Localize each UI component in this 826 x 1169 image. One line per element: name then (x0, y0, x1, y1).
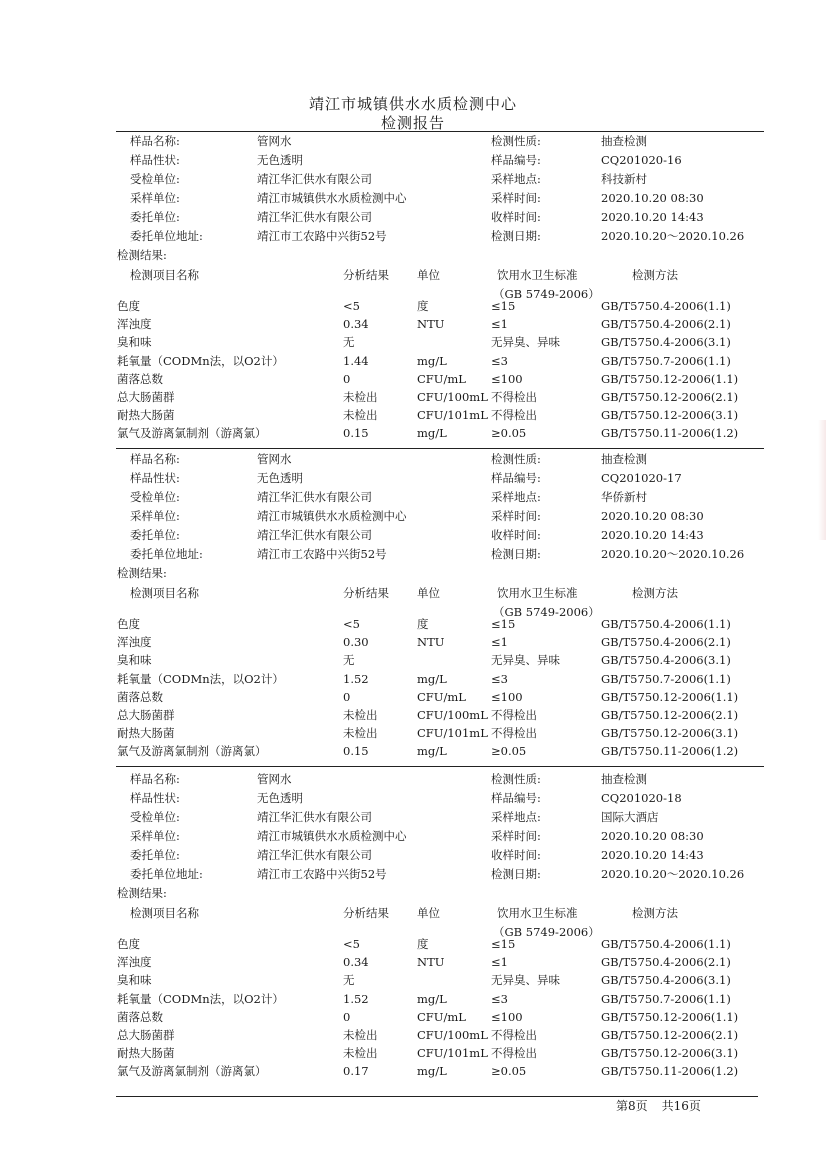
unit-value: CFU/100mL (417, 1028, 488, 1042)
table-row (0, 633, 826, 651)
result-value: <5 (343, 937, 360, 951)
method-value: GB/T5750.12-2006(2.1) (601, 390, 739, 404)
standard-value: ≤15 (491, 299, 516, 313)
item-name: 浑浊度 (117, 955, 152, 969)
col-result-header: 分析结果 (343, 268, 389, 282)
result-value: 0.15 (343, 426, 369, 440)
item-name: 耗氧量（CODMn法，以O2计） (117, 992, 284, 1006)
item-name: 总大肠菌群 (117, 708, 175, 722)
col-unit-header: 单位 (417, 268, 440, 282)
sampling-time-value: 2020.10.20 08:30 (601, 191, 704, 205)
divider (116, 766, 764, 767)
method-value: GB/T5750.12-2006(3.1) (601, 726, 739, 740)
item-name: 菌落总数 (117, 690, 163, 704)
item-name: 浑浊度 (117, 635, 152, 649)
results-label-row (0, 246, 826, 264)
unit-value: mg/L (417, 354, 447, 368)
client-unit-value: 靖江华汇供水有限公司 (257, 848, 372, 862)
col-method-header: 检测方法 (632, 906, 678, 920)
results-label: 检测结果: (117, 248, 167, 262)
col-method-header: 检测方法 (632, 586, 678, 600)
standard-value: ≤3 (491, 354, 508, 368)
item-name: 总大肠菌群 (117, 1028, 175, 1042)
sample-info-row (0, 132, 826, 150)
sample-no-value: CQ201020-18 (601, 791, 682, 805)
sample-info-row (0, 208, 826, 226)
table-row (0, 406, 826, 424)
unit-value: 度 (417, 617, 429, 631)
table-row (0, 333, 826, 351)
test-nature-value: 抽查检测 (601, 772, 647, 786)
results-label: 检测结果: (117, 566, 167, 580)
sampling-site-value: 国际大酒店 (601, 810, 659, 824)
client-address-label: 委托单位地址: (130, 547, 203, 561)
standard-value: ≤3 (491, 992, 508, 1006)
sampling-time-label: 采样时间: (491, 191, 541, 205)
method-value: GB/T5750.12-2006(1.1) (601, 1010, 739, 1024)
col-standard-gb: （GB 5749-2006） (493, 925, 600, 939)
sample-info-row (0, 488, 826, 506)
item-name: 色度 (117, 617, 140, 631)
standard-value: 不得检出 (491, 408, 537, 422)
table-row (0, 935, 826, 953)
method-value: GB/T5750.12-2006(3.1) (601, 408, 739, 422)
results-label-row (0, 884, 826, 902)
inspected-unit-value: 靖江华汇供水有限公司 (257, 490, 372, 504)
table-row (0, 670, 826, 688)
item-name: 氯气及游离氯制剂（游离氯） (117, 426, 267, 440)
unit-value: mg/L (417, 744, 447, 758)
method-value: GB/T5750.4-2006(1.1) (601, 937, 731, 951)
sampling-unit-label: 采样单位: (130, 829, 180, 843)
sampling-site-value: 科技新村 (601, 172, 647, 186)
results-header-row (0, 266, 826, 284)
report-title: 检测报告 (380, 114, 445, 132)
sample-info-row (0, 808, 826, 826)
standard-value: 不得检出 (491, 1028, 537, 1042)
result-value: 未检出 (343, 1028, 378, 1042)
standard-value: ≤1 (491, 317, 508, 331)
table-row (0, 1044, 826, 1062)
col-standard-header: 饮用水卫生标准 (497, 906, 578, 920)
method-value: GB/T5750.12-2006(1.1) (601, 372, 739, 386)
method-value: GB/T5750.4-2006(3.1) (601, 973, 731, 987)
item-name: 臭和味 (117, 335, 152, 349)
client-unit-label: 委托单位: (130, 528, 180, 542)
col-unit-header: 单位 (417, 586, 440, 600)
method-value: GB/T5750.4-2006(2.1) (601, 317, 731, 331)
col-standard-gb: （GB 5749-2006） (493, 605, 600, 619)
client-address-value: 靖江市工农路中兴街52号 (257, 867, 387, 881)
standard-value: ≤15 (491, 937, 516, 951)
table-row (0, 688, 826, 706)
client-unit-value: 靖江华汇供水有限公司 (257, 528, 372, 542)
standard-value: 无异臭、异味 (491, 653, 560, 667)
result-value: 0.15 (343, 744, 369, 758)
sample-info-row (0, 545, 826, 563)
item-name: 耐热大肠菌 (117, 726, 175, 740)
inspected-unit-value: 靖江华汇供水有限公司 (257, 810, 372, 824)
result-value: 无 (343, 335, 355, 349)
receive-time-label: 收样时间: (491, 848, 541, 862)
col-item-header: 检测项目名称 (130, 586, 199, 600)
unit-value: 度 (417, 937, 429, 951)
item-name: 耗氧量（CODMn法，以O2计） (117, 672, 284, 686)
sample-info-row (0, 865, 826, 883)
result-value: 未检出 (343, 408, 378, 422)
results-label: 检测结果: (117, 886, 167, 900)
sample-info-row (0, 846, 826, 864)
standard-value: ≤1 (491, 635, 508, 649)
result-value: 1.52 (343, 992, 369, 1006)
unit-value: CFU/101mL (417, 408, 488, 422)
sample-name-value: 管网水 (257, 772, 292, 786)
test-date-value: 2020.10.20～2020.10.26 (601, 547, 745, 561)
item-name: 耐热大肠菌 (117, 408, 175, 422)
results-label-row (0, 564, 826, 582)
sampling-unit-label: 采样单位: (130, 191, 180, 205)
method-value: GB/T5750.11-2006(1.2) (601, 744, 739, 758)
result-value: 未检出 (343, 1046, 378, 1060)
method-value: GB/T5750.7-2006(1.1) (601, 992, 731, 1006)
divider (116, 448, 764, 449)
sample-info-row (0, 789, 826, 807)
method-value: GB/T5750.11-2006(1.2) (601, 426, 739, 440)
standard-value: ≤3 (491, 672, 508, 686)
unit-value: NTU (417, 955, 445, 969)
standard-value: ≤100 (491, 372, 523, 386)
table-row (0, 370, 826, 388)
inspected-unit-value: 靖江华汇供水有限公司 (257, 172, 372, 186)
test-nature-value: 抽查检测 (601, 134, 647, 148)
test-nature-label: 检测性质: (491, 452, 541, 466)
col-unit-header: 单位 (417, 906, 440, 920)
result-value: 0 (343, 1010, 351, 1024)
sample-no-value: CQ201020-16 (601, 153, 682, 167)
sampling-site-value: 华侨新村 (601, 490, 647, 504)
result-value: 0.17 (343, 1064, 369, 1078)
result-value: <5 (343, 299, 360, 313)
unit-value: CFU/101mL (417, 1046, 488, 1060)
sample-info-row (0, 507, 826, 525)
col-item-header: 检测项目名称 (130, 268, 199, 282)
col-method-header: 检测方法 (632, 268, 678, 282)
result-value: 无 (343, 653, 355, 667)
method-value: GB/T5750.4-2006(3.1) (601, 653, 731, 667)
result-value: 未检出 (343, 726, 378, 740)
test-nature-label: 检测性质: (491, 134, 541, 148)
receive-time-value: 2020.10.20 14:43 (601, 210, 704, 224)
standard-value: 无异臭、异味 (491, 973, 560, 987)
sample-info-row (0, 526, 826, 544)
sample-state-value: 无色透明 (257, 471, 303, 485)
sample-state-label: 样品性状: (130, 791, 180, 805)
sample-info-row (0, 170, 826, 188)
inspected-unit-label: 受检单位: (130, 490, 180, 504)
result-value: 无 (343, 973, 355, 987)
unit-value: mg/L (417, 426, 447, 440)
test-date-value: 2020.10.20～2020.10.26 (601, 229, 745, 243)
result-value: 1.52 (343, 672, 369, 686)
sample-no-label: 样品编号: (491, 153, 541, 167)
sample-info-row (0, 151, 826, 169)
method-value: GB/T5750.12-2006(2.1) (601, 708, 739, 722)
sample-info-row (0, 227, 826, 245)
sampling-site-label: 采样地点: (491, 810, 541, 824)
scan-edge-mark (818, 420, 826, 540)
standard-value: ≤100 (491, 1010, 523, 1024)
test-date-label: 检测日期: (491, 867, 541, 881)
standard-value: ≥0.05 (491, 744, 527, 758)
item-name: 总大肠菌群 (117, 390, 175, 404)
col-standard-header: 饮用水卫生标准 (497, 586, 578, 600)
sample-state-value: 无色透明 (257, 153, 303, 167)
inspected-unit-label: 受检单位: (130, 172, 180, 186)
sample-state-label: 样品性状: (130, 471, 180, 485)
unit-value: CFU/mL (417, 690, 466, 704)
sample-name-label: 样品名称: (130, 452, 180, 466)
unit-value: CFU/101mL (417, 726, 488, 740)
test-date-label: 检测日期: (491, 229, 541, 243)
standard-value: 不得检出 (491, 1046, 537, 1060)
table-row (0, 706, 826, 724)
client-address-value: 靖江市工农路中兴街52号 (257, 547, 387, 561)
sample-name-value: 管网水 (257, 452, 292, 466)
method-value: GB/T5750.12-2006(2.1) (601, 1028, 739, 1042)
method-value: GB/T5750.7-2006(1.1) (601, 354, 731, 368)
item-name: 浑浊度 (117, 317, 152, 331)
results-header-row (0, 904, 826, 922)
standard-value: 不得检出 (491, 726, 537, 740)
unit-value: mg/L (417, 1064, 447, 1078)
sampling-unit-label: 采样单位: (130, 509, 180, 523)
standard-value: ≤1 (491, 955, 508, 969)
standard-value: ≥0.05 (491, 1064, 527, 1078)
table-row (0, 1062, 826, 1080)
unit-value: NTU (417, 317, 445, 331)
sampling-unit-value: 靖江市城镇供水水质检测中心 (257, 509, 407, 523)
client-address-label: 委托单位地址: (130, 229, 203, 243)
results-header-row (0, 584, 826, 602)
item-name: 臭和味 (117, 973, 152, 987)
item-name: 色度 (117, 299, 140, 313)
standard-value: 无异臭、异味 (491, 335, 560, 349)
page-total: 共16页 (661, 1099, 701, 1113)
receive-time-label: 收样时间: (491, 528, 541, 542)
receive-time-value: 2020.10.20 14:43 (601, 528, 704, 542)
item-name: 耗氧量（CODMn法，以O2计） (117, 354, 284, 368)
unit-value: NTU (417, 635, 445, 649)
unit-value: mg/L (417, 672, 447, 686)
client-address-value: 靖江市工农路中兴街52号 (257, 229, 387, 243)
sample-info-row (0, 189, 826, 207)
method-value: GB/T5750.4-2006(1.1) (601, 299, 731, 313)
method-value: GB/T5750.4-2006(3.1) (601, 335, 731, 349)
sample-info-row (0, 827, 826, 845)
sampling-time-value: 2020.10.20 08:30 (601, 829, 704, 843)
standard-value: ≤15 (491, 617, 516, 631)
sampling-unit-value: 靖江市城镇供水水质检测中心 (257, 191, 407, 205)
standard-value: 不得检出 (491, 390, 537, 404)
item-name: 臭和味 (117, 653, 152, 667)
sample-name-value: 管网水 (257, 134, 292, 148)
table-row (0, 724, 826, 742)
client-address-label: 委托单位地址: (130, 867, 203, 881)
sample-no-label: 样品编号: (491, 471, 541, 485)
test-nature-value: 抽查检测 (601, 452, 647, 466)
table-row (0, 352, 826, 370)
result-value: 未检出 (343, 390, 378, 404)
sample-state-value: 无色透明 (257, 791, 303, 805)
sample-no-value: CQ201020-17 (601, 471, 682, 485)
sample-info-row (0, 469, 826, 487)
col-standard-gb: （GB 5749-2006） (493, 287, 600, 301)
client-unit-value: 靖江华汇供水有限公司 (257, 210, 372, 224)
col-result-header: 分析结果 (343, 586, 389, 600)
method-value: GB/T5750.7-2006(1.1) (601, 672, 731, 686)
method-value: GB/T5750.4-2006(1.1) (601, 617, 731, 631)
table-row (0, 424, 826, 442)
sampling-site-label: 采样地点: (491, 172, 541, 186)
inspected-unit-label: 受检单位: (130, 810, 180, 824)
unit-value: CFU/100mL (417, 708, 488, 722)
result-value: <5 (343, 617, 360, 631)
item-name: 耐热大肠菌 (117, 1046, 175, 1060)
sample-name-label: 样品名称: (130, 134, 180, 148)
result-value: 1.44 (343, 354, 369, 368)
table-row (0, 742, 826, 760)
test-date-label: 检测日期: (491, 547, 541, 561)
sampling-time-label: 采样时间: (491, 829, 541, 843)
sample-info-row (0, 770, 826, 788)
test-nature-label: 检测性质: (491, 772, 541, 786)
sampling-site-label: 采样地点: (491, 490, 541, 504)
table-row (0, 615, 826, 633)
sample-state-label: 样品性状: (130, 153, 180, 167)
receive-time-value: 2020.10.20 14:43 (601, 848, 704, 862)
sampling-unit-value: 靖江市城镇供水水质检测中心 (257, 829, 407, 843)
method-value: GB/T5750.4-2006(2.1) (601, 635, 731, 649)
table-row (0, 953, 826, 971)
item-name: 氯气及游离氯制剂（游离氯） (117, 744, 267, 758)
result-value: 未检出 (343, 708, 378, 722)
col-standard-header: 饮用水卫生标准 (497, 268, 578, 282)
standard-value: 不得检出 (491, 708, 537, 722)
sampling-time-value: 2020.10.20 08:30 (601, 509, 704, 523)
table-row (0, 315, 826, 333)
col-result-header: 分析结果 (343, 906, 389, 920)
item-name: 菌落总数 (117, 1010, 163, 1024)
col-item-header: 检测项目名称 (130, 906, 199, 920)
unit-value: CFU/mL (417, 1010, 466, 1024)
receive-time-label: 收样时间: (491, 210, 541, 224)
table-row (0, 971, 826, 989)
table-row (0, 1026, 826, 1044)
result-value: 0.34 (343, 955, 369, 969)
sample-info-row (0, 450, 826, 468)
method-value: GB/T5750.12-2006(1.1) (601, 690, 739, 704)
table-row (0, 297, 826, 315)
table-row (0, 990, 826, 1008)
result-value: 0.30 (343, 635, 369, 649)
method-value: GB/T5750.4-2006(2.1) (601, 955, 731, 969)
sampling-time-label: 采样时间: (491, 509, 541, 523)
sample-name-label: 样品名称: (130, 772, 180, 786)
item-name: 氯气及游离氯制剂（游离氯） (117, 1064, 267, 1078)
table-row (0, 1008, 826, 1026)
table-row (0, 388, 826, 406)
standard-value: ≤100 (491, 690, 523, 704)
client-unit-label: 委托单位: (130, 848, 180, 862)
unit-value: 度 (417, 299, 429, 313)
result-value: 0.34 (343, 317, 369, 331)
result-value: 0 (343, 372, 351, 386)
report-org-title: 靖江市城镇供水水质检测中心 (308, 95, 517, 113)
standard-value: ≥0.05 (491, 426, 527, 440)
page-footer (616, 1097, 715, 1114)
client-unit-label: 委托单位: (130, 210, 180, 224)
result-value: 0 (343, 690, 351, 704)
table-row (0, 651, 826, 669)
unit-value: CFU/mL (417, 372, 466, 386)
unit-value: mg/L (417, 992, 447, 1006)
item-name: 色度 (117, 937, 140, 951)
sample-no-label: 样品编号: (491, 791, 541, 805)
method-value: GB/T5750.12-2006(3.1) (601, 1046, 739, 1060)
page-number: 第8页 (616, 1099, 648, 1113)
unit-value: CFU/100mL (417, 390, 488, 404)
item-name: 菌落总数 (117, 372, 163, 386)
test-date-value: 2020.10.20～2020.10.26 (601, 867, 745, 881)
method-value: GB/T5750.11-2006(1.2) (601, 1064, 739, 1078)
